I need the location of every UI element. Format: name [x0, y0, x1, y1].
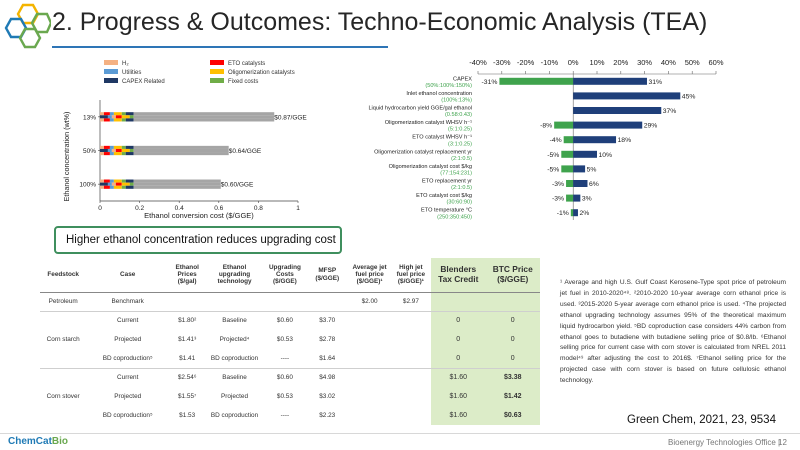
table-cell: $0.53	[276, 393, 293, 400]
bar-segment	[114, 152, 122, 155]
table-cell: 0	[431, 349, 485, 368]
table-row	[40, 311, 540, 330]
x-tick-label: 10%	[589, 58, 605, 67]
tornado-bar-decrease	[571, 209, 573, 216]
bar-data-label: $0.60/GGE	[220, 181, 254, 189]
bar-data-label: $0.87/GGE	[274, 114, 307, 122]
tornado-bar-increase	[573, 136, 616, 143]
table-cell: Benchmark	[111, 298, 144, 305]
tornado-label-increase: 3%	[581, 195, 592, 203]
parameter-label: Oligomerization catalyst WHSV h⁻¹	[384, 120, 472, 127]
table-cell: BD coproduction	[210, 412, 259, 419]
bar-segment	[100, 186, 104, 189]
bar-segment	[100, 112, 104, 115]
bar-segment	[130, 183, 134, 186]
bar-segment	[108, 149, 112, 152]
table-cell: 0	[485, 349, 540, 368]
table-cell: Current	[86, 311, 169, 330]
citation: Green Chem, 2021, 23, 9534	[627, 414, 776, 426]
table-cell: $4.98	[306, 368, 348, 387]
brand-bio: Bio	[51, 436, 69, 447]
x-tick-label: -40%	[469, 58, 487, 67]
table-cell: $2.54⁶	[169, 368, 205, 387]
table-cell: $1.60	[431, 406, 485, 425]
table-row	[40, 330, 540, 349]
bar-segment	[110, 152, 114, 155]
legend-swatch	[210, 78, 224, 83]
tornado-bar-increase	[573, 107, 661, 114]
table-cell: Corn starch	[46, 336, 80, 343]
parameter-range: (2:1:0.5)	[451, 185, 472, 192]
table-cell	[391, 368, 431, 387]
bar-segment	[134, 112, 275, 115]
tornado-bar-increase	[573, 92, 680, 99]
parameter-label: ETO replacement yr	[422, 178, 472, 185]
bar-segment	[104, 180, 110, 183]
bar-segment	[100, 118, 104, 121]
table-cell: $2.97	[402, 298, 419, 305]
parameter-label: ETO catalyst WHSV h⁻¹	[412, 134, 472, 141]
tornado-bar-decrease	[566, 195, 573, 202]
table-header-cell: MFSP ($/GGE)	[306, 258, 348, 292]
tornado-bar-decrease	[561, 151, 573, 158]
tornado-label-increase: 2%	[579, 210, 590, 218]
table-cell	[40, 349, 86, 368]
tornado-bar-increase	[573, 78, 647, 85]
table-footnote: ¹ Average and high U.S. Gulf Coast Kerosene-Type spot price of petroleum jet fuel in 2010-2020⁴⁸. ²2010-2020 10-year average corn ethanol price is used. ³2015-2020 5-year average corn ethanol price is used. ⁴The projected ethanol upgrading technology assumes 95% of the theoretical maximum liquid hydrocarbon yield. ⁵BD coproduction case considers 44% carbon from ethanol goes to butadiene with butadiene selling price of $0.8/lb. ⁶Ethanol selling price for current case with corn stover is calculated from NREL 2011 model⁴⁹ after adjusting the cost to 2016$. ⁷Ethanol selling price for the projected case with corn stover is based on future cellulosic ethanol technology.	[560, 279, 786, 385]
bar-segment	[100, 115, 108, 118]
legend-label: Utilities	[122, 70, 142, 76]
table-cell	[348, 406, 390, 425]
table-cell: $0.60	[264, 368, 306, 387]
table-row	[40, 387, 540, 406]
chemcatbio-logo	[8, 436, 68, 447]
x-tick-label: -10%	[540, 58, 559, 67]
tornado-label-increase: 10%	[598, 151, 613, 159]
parameter-label: ETO temperature °C	[421, 207, 472, 214]
page-number: 12	[778, 438, 787, 447]
brand-chemcat: ChemCat	[8, 436, 52, 447]
table-cell	[40, 368, 86, 387]
table-cell: $2.00	[361, 298, 378, 305]
x-tick-label: 0.6	[214, 205, 224, 212]
bar-segment	[126, 112, 134, 115]
parameter-range: (3:1:0.25)	[448, 141, 472, 148]
table-cell: Projected	[114, 336, 142, 343]
y-axis-title: Ethanol concentration (wt%)	[62, 111, 71, 202]
bar-segment	[134, 180, 221, 183]
bar-segment	[110, 112, 114, 115]
bar-segment	[134, 146, 229, 149]
category-label: 100%	[79, 181, 96, 189]
tornado-label-decrease: -1%	[556, 210, 569, 218]
table-cell: $1.53	[179, 412, 196, 419]
bar-segment	[126, 146, 134, 149]
title-underline	[52, 46, 388, 48]
table-cell: $0.53	[276, 336, 293, 343]
bar-segment	[122, 149, 130, 152]
tornado-label-decrease: -8%	[540, 122, 553, 130]
table-cell: $2.23	[319, 412, 336, 419]
bar-segment	[122, 180, 126, 183]
table-cell: $1.42	[485, 387, 540, 406]
x-tick-label: 50%	[684, 58, 700, 67]
bar-segment	[134, 183, 221, 186]
tornado-label-increase: 29%	[643, 122, 658, 130]
bar-segment	[116, 149, 122, 152]
table-header-cell: Feedstock	[40, 258, 86, 292]
table-cell: $1.80²	[169, 311, 205, 330]
table-cell	[391, 406, 431, 425]
bar-segment	[130, 115, 134, 118]
legend-label: Fixed costs	[228, 79, 259, 85]
table-cell: $0.60	[264, 311, 306, 330]
table-row	[40, 406, 540, 425]
legend-swatch	[210, 60, 224, 65]
table-header-cell: High jet fuel price ($/GGE)¹	[391, 258, 431, 292]
office-name: Bioenergy Technologies Office |	[668, 438, 781, 447]
table-cell: $1.55⁷	[178, 393, 197, 400]
table-cell	[205, 292, 263, 311]
table-cell	[40, 311, 86, 330]
legend-swatch	[104, 60, 118, 65]
x-axis-title: Ethanol conversion cost ($/GGE)	[144, 211, 254, 220]
table-cell: $1.60	[431, 368, 485, 387]
bar-segment	[122, 118, 126, 121]
table-cell: $3.70	[306, 311, 348, 330]
tornado-bar-decrease	[499, 78, 573, 85]
bar-segment	[134, 149, 229, 152]
bar-segment	[108, 183, 112, 186]
tornado-label-increase: 18%	[617, 137, 632, 145]
legend-label: H₂	[122, 61, 129, 67]
x-tick-label: 60%	[708, 58, 724, 67]
table-cell	[306, 292, 348, 311]
x-tick-label: 30%	[637, 58, 653, 67]
parameter-range: (2:1:0.5)	[451, 155, 472, 162]
x-tick-label: 40%	[660, 58, 676, 67]
table-cell: $1.41	[179, 354, 196, 362]
bar-segment	[122, 115, 130, 118]
x-tick-label: 1	[296, 205, 300, 212]
x-tick-label: 0	[98, 205, 102, 212]
tornado-label-increase: 5%	[586, 166, 597, 174]
table-header-cell: Blenders Tax Credit	[431, 258, 485, 292]
table-cell: $1.60	[431, 387, 485, 406]
table-cell	[391, 330, 431, 349]
tornado-label-increase: 6%	[588, 181, 599, 188]
bar-segment	[122, 112, 126, 115]
parameter-label: Liquid hydrocarbon yield GGE/gal ethanol	[368, 105, 472, 112]
bar-segment	[104, 118, 110, 121]
tornado-bar-increase	[573, 122, 642, 129]
bar-segment	[100, 152, 104, 155]
table-cell: ----	[280, 412, 290, 419]
bar-segment	[110, 186, 114, 189]
parameter-range: (250:350:450)	[437, 214, 472, 220]
bar-segment	[126, 152, 134, 155]
parameter-range: (30:60:90)	[446, 199, 472, 206]
table-cell: $2.78	[319, 336, 336, 343]
table-cell	[348, 349, 390, 368]
bar-segment	[100, 149, 108, 152]
tornado-bar-decrease	[566, 180, 573, 187]
tornado-bar-increase	[573, 165, 585, 172]
table-cell: 0	[485, 311, 540, 330]
tornado-label-increase: 31%	[648, 78, 663, 86]
table-cell: 0	[431, 330, 485, 349]
bar-segment	[100, 146, 104, 149]
table-cell	[348, 387, 390, 406]
bar-segment	[108, 115, 112, 118]
bar-segment	[104, 146, 110, 149]
bar-segment	[122, 183, 130, 186]
bar-segment	[130, 149, 134, 152]
table-cell: $3.02	[319, 393, 336, 400]
parameter-label: ETO catalyst cost $/kg	[416, 193, 472, 200]
callout-text: Higher ethanol concentration reduces upgrading cost	[66, 234, 336, 246]
table-cell	[348, 330, 390, 349]
table-row	[40, 349, 540, 368]
table-cell: Baseline	[205, 368, 263, 387]
tornado-bar-increase	[573, 151, 597, 158]
parameter-range: (100%:13%)	[441, 97, 472, 104]
bar-segment	[134, 186, 221, 189]
x-tick-label: 0%	[567, 58, 579, 67]
tornado-label-decrease: -4%	[549, 137, 562, 145]
tornado-label-decrease: -5%	[547, 151, 560, 159]
parameter-label: Oligomerization catalyst replacement yr	[374, 149, 472, 156]
bar-segment	[110, 146, 114, 149]
table-cell	[391, 349, 431, 368]
tornado-label-decrease: -31%	[481, 78, 498, 86]
legend-swatch	[104, 69, 118, 74]
table-cell: BD coproduction⁵	[102, 354, 153, 362]
bar-segment	[114, 180, 122, 183]
tornado-label-increase: 37%	[662, 108, 677, 115]
tornado-label-decrease: -5%	[547, 166, 560, 174]
table-cell: Projected⁴	[219, 336, 250, 343]
bar-segment	[134, 118, 275, 121]
table-row	[40, 292, 540, 311]
parameter-label: Inlet ethanol concentration	[406, 90, 472, 97]
table-cell: 0	[431, 311, 485, 330]
bar-segment	[114, 186, 122, 189]
x-tick-label: 20%	[613, 58, 629, 67]
table-cell: 0	[485, 330, 540, 349]
bar-segment	[122, 146, 126, 149]
table-cell: $0.63	[485, 406, 540, 425]
x-tick-label: 0.8	[253, 205, 263, 212]
bar-segment	[114, 146, 122, 149]
table-cell: ----	[280, 354, 290, 362]
bar-segment	[116, 115, 122, 118]
slide-title: 2. Progress & Outcomes: Techno-Economic Analysis (TEA)	[52, 8, 708, 36]
chemcatbio-hex-logo-icon	[3, 3, 51, 49]
tornado-bar-decrease	[554, 122, 573, 129]
bar-segment	[126, 186, 134, 189]
x-tick-label: -30%	[493, 58, 511, 67]
table-cell	[169, 292, 205, 311]
x-tick-label: -20%	[516, 58, 535, 67]
table-cell: Current	[86, 368, 169, 387]
table-header-cell: BTC Price ($/GGE)	[485, 258, 540, 292]
bar-segment	[122, 186, 126, 189]
table-cell	[485, 292, 540, 311]
x-tick-label: 0.4	[174, 205, 184, 212]
table-cell: Projected	[221, 393, 249, 400]
parameter-label: Oligomerization catalyst cost $/kg	[388, 163, 472, 170]
table-cell	[264, 292, 306, 311]
bar-segment	[134, 152, 229, 155]
table-cell: Baseline	[205, 311, 263, 330]
legend-swatch	[104, 78, 118, 83]
bar-segment	[134, 115, 275, 118]
table-cell: $1.41³	[178, 336, 197, 343]
table-cell	[40, 406, 86, 425]
table-cell: BD coproduction⁵	[102, 412, 153, 419]
footer-divider	[0, 433, 800, 434]
bar-segment	[126, 180, 134, 183]
bar-segment	[122, 152, 126, 155]
conversion-cost-stacked-bar-chart	[58, 56, 316, 222]
bar-segment	[104, 112, 110, 115]
table-cell	[431, 292, 485, 311]
parameter-range: (77:154:231)	[440, 170, 472, 177]
category-label: 13%	[82, 114, 96, 122]
table-cell	[348, 311, 390, 330]
x-tick-label: 0.2	[135, 205, 145, 212]
legend-label: CAPEX Related	[122, 79, 165, 85]
table-cell: $1.64	[319, 354, 336, 362]
bar-segment	[104, 152, 110, 155]
table-header-cell: Ethanol Prices ($/gal)	[169, 258, 205, 292]
bar-segment	[112, 115, 116, 118]
bar-data-label: $0.64/GGE	[228, 148, 262, 155]
parameter-range: (50%:100%:150%)	[425, 82, 472, 89]
bar-segment	[112, 149, 116, 152]
callout-box	[54, 226, 342, 254]
sensitivity-tornado-chart	[330, 54, 750, 220]
category-label: 50%	[82, 148, 96, 155]
table-cell	[391, 311, 431, 330]
table-header-cell: Case	[86, 258, 169, 292]
tea-comparison-table	[40, 258, 540, 425]
bar-segment	[114, 112, 122, 115]
bar-segment	[110, 118, 114, 121]
bar-segment	[114, 118, 122, 121]
table-cell: $3.38	[485, 368, 540, 387]
table-header-cell: Upgrading Costs ($/GGE)	[264, 258, 306, 292]
tornado-label-decrease: -3%	[551, 195, 565, 203]
parameter-label: CAPEX	[453, 76, 472, 83]
bar-segment	[116, 183, 122, 186]
tornado-bar-increase	[573, 195, 580, 202]
table-cell: BD coproduction	[210, 354, 259, 362]
table-cell: Corn stover	[46, 393, 80, 400]
bar-segment	[100, 180, 104, 183]
table-cell	[348, 368, 390, 387]
parameter-range: (5:1:0.25)	[448, 126, 472, 133]
bar-segment	[100, 183, 108, 186]
parameter-range: (0.58:0.43)	[444, 112, 472, 119]
tornado-label-decrease: -3%	[551, 181, 565, 188]
tornado-bar-decrease	[561, 165, 573, 172]
tornado-bar-decrease	[564, 136, 574, 143]
table-row	[40, 368, 540, 387]
table-header-row	[40, 258, 540, 292]
legend-swatch	[210, 69, 224, 74]
tornado-bar-increase	[573, 209, 578, 216]
table-cell: Projected	[114, 393, 142, 400]
table-header-cell: Average jet fuel price ($/GGE)¹	[348, 258, 390, 292]
tornado-label-increase: 45%	[681, 93, 696, 101]
table-cell	[391, 387, 431, 406]
legend-label: ETO catalysts	[228, 61, 266, 67]
bar-segment	[126, 118, 134, 121]
bar-segment	[110, 180, 114, 183]
tornado-bar-increase	[573, 180, 587, 187]
table-cell: Petroleum	[48, 298, 78, 305]
bar-segment	[104, 186, 110, 189]
bar-segment	[112, 183, 116, 186]
table-header-cell: Ethanol upgrading technology	[205, 258, 263, 292]
legend-label: Oligomerization catalysts	[228, 70, 295, 76]
